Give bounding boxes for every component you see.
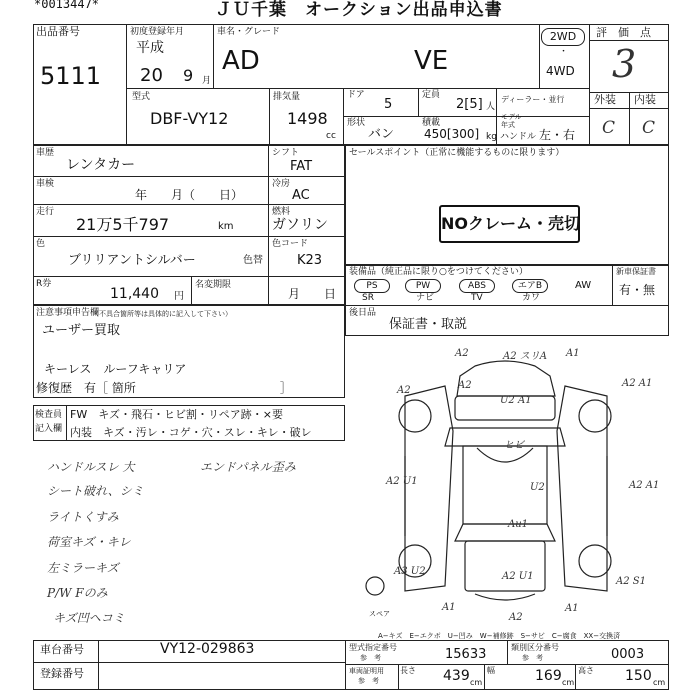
width: 169: [535, 668, 562, 684]
handwritten-note-5: 左ミラーキズ: [47, 561, 119, 575]
new-car-warranty: 有・無: [619, 283, 656, 297]
inspection-row-interior: 内装 キズ・汚レ・コゲ・穴・スレ・キレ・破レ: [70, 426, 312, 439]
model-code-label: 型式: [132, 92, 151, 102]
interior-grade: C: [642, 118, 656, 138]
lot-number: 5111: [40, 62, 102, 90]
notes-line-1: ユーザー買取: [42, 323, 121, 338]
damage-mark-rear-center: A2: [509, 612, 523, 623]
interior-label: 内装: [634, 93, 656, 106]
vehicle-cert-label: 車両証明用: [349, 667, 384, 675]
handwritten-note-1: ハンドルスレ 大: [47, 460, 135, 474]
registration-month: 9: [183, 66, 194, 85]
damage-mark-windshield: ヒビ: [504, 440, 524, 451]
type-designation-number: 15633: [445, 647, 487, 662]
doors: 5: [384, 97, 393, 112]
inspection-label: 車検: [36, 179, 55, 189]
height-unit: cm: [653, 678, 666, 687]
capacity-label: 定員: [422, 90, 441, 100]
equip-leather: カワ: [522, 293, 541, 303]
repair-history: 修復歴 有［ 箇所 ］: [36, 381, 292, 395]
damage-mark-right-side: A2 A1: [629, 480, 660, 491]
score-label: 評 価 点: [596, 26, 651, 39]
damage-mark-left-side: A2 U1: [386, 476, 418, 487]
color-code-label: 色コード: [272, 239, 309, 249]
form-serial-number: *0013447*: [34, 0, 100, 11]
inspection-expiry: 年 月（ 日）: [135, 188, 244, 202]
spare-tire-label: スペア: [369, 610, 390, 618]
mileage: 21万5千797: [76, 215, 170, 234]
no-claim-stamp: NOクレーム・売切: [439, 205, 580, 243]
chassis-number-label: 車台番号: [40, 643, 84, 656]
overall-score: 3: [612, 42, 637, 86]
dealer-label: ディーラー・並行: [501, 95, 565, 104]
capacity-unit: 人: [486, 102, 496, 112]
width-unit: cm: [562, 678, 575, 687]
damage-mark-front-right: A1: [566, 348, 580, 359]
vehicle-history: レンタカー: [66, 157, 136, 173]
drive-2wd-circled: 2WD: [541, 28, 585, 46]
length-unit: cm: [470, 678, 483, 687]
category-ref: 参 考: [522, 654, 543, 662]
model-year-label-1: モデル: [501, 113, 522, 121]
length: 439: [443, 668, 470, 684]
category-number: 0003: [611, 647, 645, 662]
load-label: 積載: [422, 118, 441, 128]
registration-year: 20: [140, 65, 163, 86]
handwritten-note-6: P/W Fのみ: [47, 586, 108, 600]
inspection-row-windshield: FW キズ・飛石・ヒビ割・リペア跡・×要: [70, 408, 283, 421]
handwritten-note-4: 荷室キズ・キレ: [47, 535, 131, 549]
recycle-fee-unit: 円: [174, 291, 184, 302]
transmission: FAT: [290, 159, 313, 174]
recycle-fee: 11,440: [110, 286, 159, 302]
length-label: 長さ: [400, 666, 416, 675]
name-change-deadline: 月 日: [288, 287, 337, 301]
notes-line-2: キーレス ルーフキャリア: [44, 362, 187, 376]
fuel-type: ガソリン: [272, 217, 328, 233]
damage-mark-rear-roof: Au1: [508, 519, 529, 530]
damage-legend: A−キズ E−エクボ U−凹み W−補修跡 S−サビ C−腐食 XX−交換済: [378, 632, 621, 640]
type-designation-ref: 参 考: [360, 654, 381, 662]
load-unit: kg: [486, 132, 497, 142]
handwritten-note-2: シート破れ、シミ: [47, 484, 144, 498]
body-shape-label: 形状: [347, 118, 366, 128]
drive-separator: ・: [559, 47, 569, 57]
height-label: 高さ: [578, 666, 594, 675]
exterior-grade: C: [602, 118, 616, 138]
damage-mark-rear-left: A1: [442, 602, 456, 613]
fuel-label: 燃料: [272, 207, 291, 217]
steering-label: ハンドル: [500, 132, 537, 142]
damage-mark-right-rear: A2 S1: [616, 576, 646, 587]
history-label: 車歴: [36, 148, 55, 158]
model-code: DBF-VY12: [150, 109, 229, 128]
later-items: 保証書・取説: [389, 317, 468, 332]
equip-ps: PS: [354, 279, 390, 293]
width-label: 幅: [487, 666, 495, 675]
damage-mark-front-center: A2 スリA: [503, 351, 547, 362]
car-name: AD: [222, 46, 260, 76]
steering-side: 左・右: [539, 128, 576, 142]
damage-mark-left-front: A2: [397, 385, 411, 396]
aircon-label: 冷房: [272, 179, 291, 189]
color-change-label: 色替: [243, 255, 263, 266]
handwritten-note-7: キズ凹ヘコミ: [53, 611, 125, 625]
lot-number-label: 出品番号: [36, 25, 80, 38]
equip-navi: ナビ: [416, 293, 435, 303]
chassis-number: VY12-029863: [160, 641, 255, 657]
notes-label: 注意事項申告欄: [36, 308, 100, 318]
equip-pw: PW: [405, 279, 441, 293]
color-code: K23: [297, 253, 323, 268]
inspector-label-2: 記入欄: [35, 424, 63, 434]
damage-mark-hood: A2: [458, 380, 472, 391]
displacement-unit: cc: [326, 131, 336, 141]
capacity: 2[5]: [456, 97, 483, 112]
model-year-label-2: 年式: [501, 121, 515, 129]
body-color: ブリリアントシルバー: [68, 253, 196, 268]
damage-mark-front-left: A2: [455, 348, 469, 359]
type-designation-label: 型式指定番号: [349, 643, 397, 652]
equipment-label: 装備品（純正品に限り○をつけてください）: [349, 267, 528, 277]
damage-mark-left-rear: A3 U2: [394, 566, 426, 577]
shift-label: シフト: [272, 148, 300, 158]
handwritten-note-right: エンドパネル歪み: [200, 460, 296, 474]
height: 150: [625, 668, 652, 684]
equip-aw: AW: [575, 280, 592, 291]
model-grade-label: 車名・グレード: [217, 27, 281, 37]
drive-4wd: 4WD: [546, 64, 575, 78]
name-change-label: 名変期限: [195, 280, 232, 290]
equip-sr: SR: [362, 293, 374, 303]
mileage-label: 走行: [36, 207, 55, 217]
handwritten-note-3: ライトくすみ: [47, 510, 119, 524]
load-capacity: 450[300]: [424, 127, 480, 141]
displacement-label: 排気量: [273, 92, 301, 102]
sales-point-label: セールスポイント（正常に機能するものに限ります）: [349, 148, 565, 158]
equip-tv: TV: [471, 293, 483, 303]
damage-mark-right-front: A2 A1: [622, 378, 653, 389]
mileage-unit: km: [218, 221, 234, 232]
color-label: 色: [36, 239, 46, 249]
equip-abs: ABS: [459, 279, 495, 293]
displacement: 1498: [287, 109, 328, 128]
new-car-warranty-label: 新車保証書: [616, 267, 656, 276]
aircon: AC: [292, 188, 310, 203]
notes-sub: （不具合箇所等は具体的に記入して下さい）: [92, 310, 232, 318]
recycle-label: R券: [36, 279, 52, 289]
damage-mark-roof: U2: [530, 482, 545, 493]
doors-label: ドア: [347, 90, 365, 100]
later-items-label: 後日品: [349, 308, 377, 318]
form-title: ＪＵ千葉 オークション出品申込書: [215, 0, 503, 20]
exterior-label: 外装: [594, 93, 616, 106]
damage-mark-tailgate: A2 U1: [502, 571, 534, 582]
grade: VE: [414, 46, 449, 76]
damage-mark-rear-right: A1: [565, 603, 579, 614]
era-label: 平成: [136, 40, 164, 56]
month-unit: 月: [202, 76, 212, 86]
category-label: 類別区分番号: [511, 643, 559, 652]
inspector-label-1: 検査員: [35, 410, 63, 420]
registration-number-label: 登録番号: [40, 667, 84, 680]
equip-airbag: エアB: [512, 279, 548, 293]
body-shape: バン: [368, 127, 395, 142]
vehicle-cert-ref: 参 考: [358, 677, 379, 685]
first-registration-label: 初度登録年月: [130, 27, 185, 37]
damage-mark-roof-front: U2 A1: [500, 395, 532, 406]
